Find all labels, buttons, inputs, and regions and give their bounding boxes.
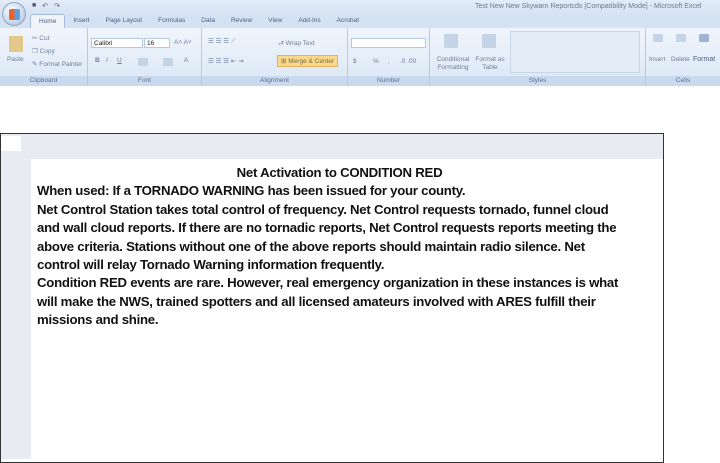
styles-group bbox=[430, 28, 646, 86]
redo-icon[interactable]: ↷ bbox=[54, 3, 60, 10]
window-title: Test New New Skywarn Reportcds [Compatibility Mode] - Microsoft Excel bbox=[475, 3, 702, 10]
styles-label: Styles bbox=[430, 76, 645, 86]
format-button[interactable]: Format bbox=[693, 56, 716, 63]
paste-button[interactable]: Paste bbox=[7, 56, 24, 63]
tab-formulas[interactable]: Formulas bbox=[158, 17, 186, 24]
grow-font-icon[interactable]: A˄ A˅ bbox=[174, 39, 192, 46]
tab-acrobat[interactable]: Acrobat bbox=[336, 17, 360, 24]
ribbon-tabs bbox=[0, 14, 720, 28]
undo-icon[interactable]: ↶ bbox=[42, 3, 49, 10]
tab-data[interactable]: Data bbox=[201, 17, 215, 24]
brush-icon: ✎ bbox=[32, 61, 40, 68]
heading: Net Activation to CONDITION RED bbox=[236, 165, 443, 180]
font-color-icon[interactable]: A bbox=[184, 57, 189, 64]
clipboard-label: Clipboard bbox=[0, 76, 87, 86]
row-header bbox=[1, 159, 31, 459]
bold-button[interactable]: B bbox=[95, 57, 100, 64]
merged-cell-text[interactable] bbox=[37, 164, 662, 330]
office-logo-icon bbox=[9, 9, 20, 20]
copy-label: Copy bbox=[39, 48, 55, 55]
font-size-value: 16 bbox=[147, 40, 155, 47]
delete-cells-icon bbox=[676, 34, 686, 42]
text-line: Condition RED events are rare. However, real emergency organization in these instances is what bbox=[37, 275, 619, 291]
text-line: missions and shine. bbox=[37, 312, 159, 328]
format-table-icon bbox=[482, 34, 496, 48]
cut-button[interactable] bbox=[32, 34, 49, 42]
delete-button[interactable]: Delete bbox=[671, 56, 690, 63]
merge-center-button[interactable] bbox=[277, 55, 338, 67]
text-line: will make the NWS, trained spotters and all licensed amateurs involved with ARES fulfill their bbox=[37, 293, 596, 309]
tab-review[interactable]: Review bbox=[230, 17, 253, 24]
font-name-select[interactable] bbox=[91, 38, 143, 48]
tab-add-ins[interactable]: Add-Ins bbox=[298, 17, 321, 24]
column-header bbox=[1, 134, 663, 159]
merge-icon: ⊞ bbox=[281, 58, 289, 65]
insert-cells-icon bbox=[653, 34, 663, 42]
underline-button[interactable]: U bbox=[117, 57, 122, 64]
office-button[interactable] bbox=[2, 2, 26, 26]
cut-label: Cut bbox=[39, 35, 50, 42]
fill-color-icon[interactable] bbox=[163, 58, 173, 66]
conditional-formatting-icon bbox=[444, 34, 458, 48]
number-label: Number bbox=[348, 76, 429, 86]
conditional-formatting-button[interactable]: Conditional Formatting bbox=[436, 56, 470, 71]
format-painter-label: Format Painter bbox=[39, 61, 83, 68]
wrap-text-label: Wrap Text bbox=[285, 40, 315, 47]
font-group bbox=[88, 28, 202, 86]
percent-button[interactable]: % bbox=[373, 58, 379, 65]
number-format-select[interactable] bbox=[351, 38, 426, 48]
save-icon[interactable]: ■ bbox=[32, 2, 37, 9]
copy-button[interactable] bbox=[32, 47, 55, 55]
text-line: above criteria. Stations without one of the above reports should maintain radio silence. Net bbox=[37, 238, 585, 254]
alignment-label: Alignment bbox=[202, 76, 347, 86]
borders-icon[interactable] bbox=[138, 58, 148, 66]
wrap-text-icon: ⮐ bbox=[278, 40, 286, 47]
decimal-icons[interactable]: .0 .00 bbox=[400, 58, 417, 65]
title-bar bbox=[0, 0, 720, 14]
ribbon bbox=[0, 28, 720, 86]
select-all-corner[interactable] bbox=[1, 136, 21, 151]
text-line: control will relay Tornado Warning information frequently. bbox=[37, 257, 385, 273]
text-line: Net Control Station takes total control of frequency. Net Control requests tornado, funnel cloud bbox=[37, 201, 609, 217]
currency-button[interactable]: $ bbox=[353, 58, 357, 65]
tab-home[interactable]: Home bbox=[30, 14, 65, 28]
wrap-text-button[interactable] bbox=[278, 39, 315, 50]
vertical-align-icons[interactable]: ☰ ☰ ☰ ⟋ bbox=[208, 38, 236, 45]
worksheet[interactable] bbox=[0, 133, 664, 463]
merge-center-label: Merge & Center bbox=[288, 58, 335, 65]
alignment-group bbox=[202, 28, 348, 86]
cells-group bbox=[646, 28, 720, 86]
scissors-icon: ✂ bbox=[32, 35, 40, 42]
format-painter-button[interactable] bbox=[32, 60, 82, 68]
cell-styles-gallery[interactable] bbox=[510, 31, 640, 73]
font-size-select[interactable] bbox=[144, 38, 170, 48]
paste-icon[interactable] bbox=[9, 36, 23, 52]
tab-view[interactable]: View bbox=[268, 17, 283, 24]
number-group bbox=[348, 28, 430, 86]
tab-page-layout[interactable]: Page Layout bbox=[105, 17, 143, 24]
copy-icon: ❐ bbox=[32, 48, 40, 55]
tab-insert[interactable]: Insert bbox=[73, 17, 90, 24]
insert-button[interactable]: Insert bbox=[649, 56, 666, 63]
quick-access-toolbar bbox=[32, 2, 60, 10]
clipboard-group bbox=[0, 28, 88, 86]
text-line: and wall cloud reports. If there are no tornadic reports, Net Control requests reports meeting the bbox=[37, 220, 617, 236]
italic-button[interactable]: I bbox=[106, 57, 108, 64]
format-cells-icon bbox=[699, 34, 709, 42]
format-as-table-button[interactable]: Format as Table bbox=[475, 56, 505, 71]
font-label: Font bbox=[88, 76, 201, 86]
cells-label: Cells bbox=[646, 76, 720, 86]
text-line: When used: If a TORNADO WARNING has been issued for your county. bbox=[37, 183, 466, 199]
font-name-value: Calibri bbox=[94, 40, 113, 47]
comma-button[interactable]: , bbox=[388, 58, 390, 65]
horizontal-align-icons[interactable]: ☰ ☰ ☰ ⇤ ⇥ bbox=[208, 58, 244, 65]
